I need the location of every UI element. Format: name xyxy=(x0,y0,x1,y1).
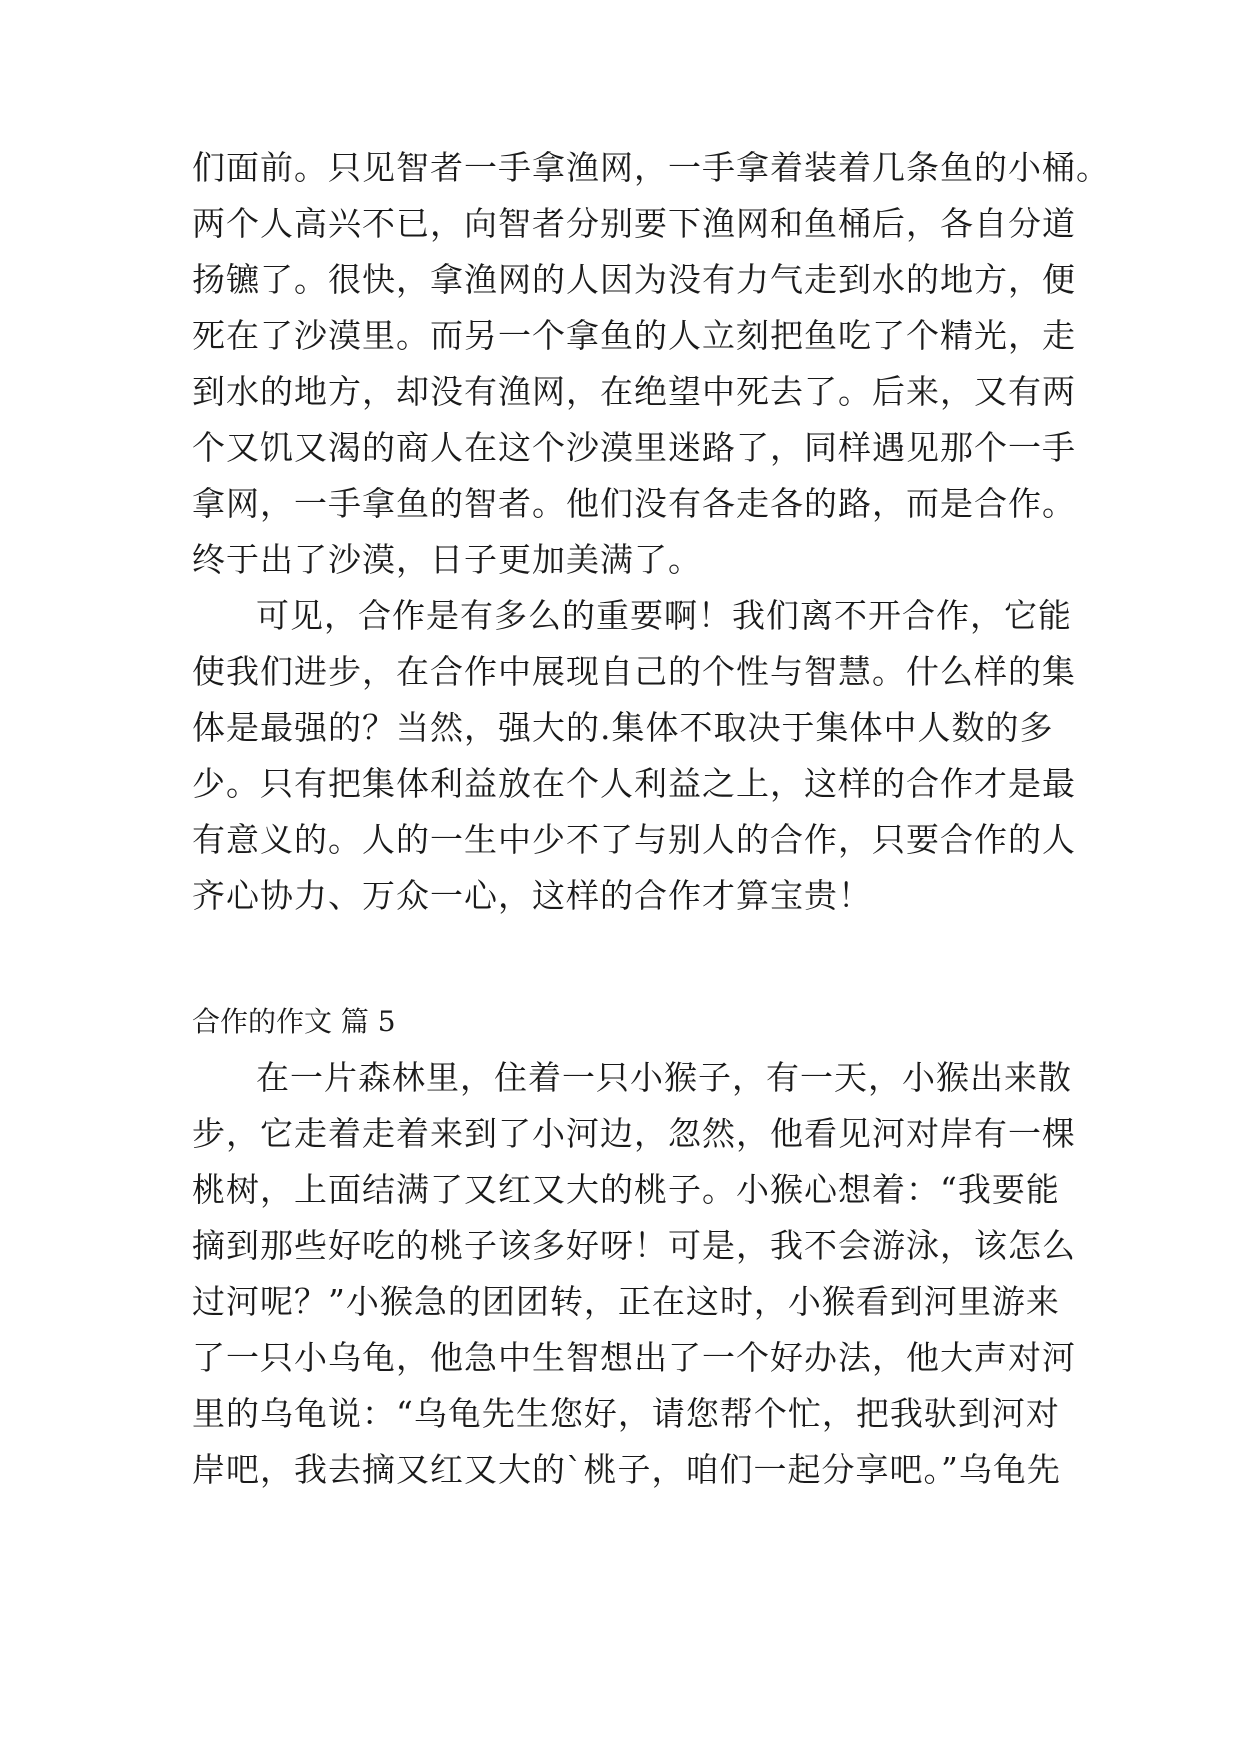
paragraph-line: 扬镳了。很快，拿渔网的人因为没有力气走到水的地方，便 xyxy=(192,260,1076,299)
paragraph-line: 步，它走着走着来到了小河边，忽然，他看见河对岸有一棵 xyxy=(192,1114,1076,1153)
paragraph-line: 岸吧，我去摘又红又大的`桃子，咱们一起分享吧。”乌龟先 xyxy=(192,1450,1061,1489)
paragraph-line: 里的乌龟说：“乌龟先生您好，请您帮个忙，把我驮到河对 xyxy=(192,1394,1060,1433)
paragraph-line: 桃树，上面结满了又红又大的桃子。小猴心想着：“我要能 xyxy=(192,1170,1060,1209)
paragraph-line: 到水的地方，却没有渔网，在绝望中死去了。后来，又有两 xyxy=(192,372,1076,411)
paragraph-line: 齐心协力、万众一心，这样的合作才算宝贵！ xyxy=(192,876,872,915)
paragraph-line: 拿网，一手拿鱼的智者。他们没有各走各的路，而是合作。 xyxy=(192,484,1076,523)
paragraph-line: 少。只有把集体利益放在个人利益之上，这样的合作才是最 xyxy=(192,764,1076,803)
paragraph-line: 使我们进步，在合作中展现自己的个性与智慧。什么样的集 xyxy=(192,652,1076,691)
paragraph-line: 体是最强的？当然，强大的.集体不取决于集体中人数的多 xyxy=(192,708,1054,747)
paragraph-line: 有意义的。人的一生中少不了与别人的合作，只要合作的人 xyxy=(192,820,1076,859)
section-heading: 合作的作文 篇 5 xyxy=(192,1005,396,1038)
paragraph-line: 两个人高兴不已，向智者分别要下渔网和鱼桶后，各自分道 xyxy=(192,204,1076,243)
paragraph-line: 个又饥又渴的商人在这个沙漠里迷路了，同样遇见那个一手 xyxy=(192,428,1076,467)
paragraph-line: 终于出了沙漠，日子更加美满了。 xyxy=(192,540,702,579)
paragraph-line: 可见，合作是有多么的重要啊！我们离不开合作，它能 xyxy=(256,596,1072,635)
paragraph-line: 了一只小乌龟，他急中生智想出了一个好办法，他大声对河 xyxy=(192,1338,1076,1377)
paragraph-line: 在一片森林里，住着一只小猴子，有一天，小猴出来散 xyxy=(256,1058,1072,1097)
paragraph-line: 们面前。只见智者一手拿渔网，一手拿着装着几条鱼的小桶。 xyxy=(192,148,1110,187)
paragraph-line: 摘到那些好吃的桃子该多好呀！可是，我不会游泳，该怎么 xyxy=(192,1226,1076,1265)
paragraph-line: 死在了沙漠里。而另一个拿鱼的人立刻把鱼吃了个精光，走 xyxy=(192,316,1076,355)
paragraph-line: 过河呢？”小猴急的团团转，正在这时，小猴看到河里游来 xyxy=(192,1282,1060,1321)
